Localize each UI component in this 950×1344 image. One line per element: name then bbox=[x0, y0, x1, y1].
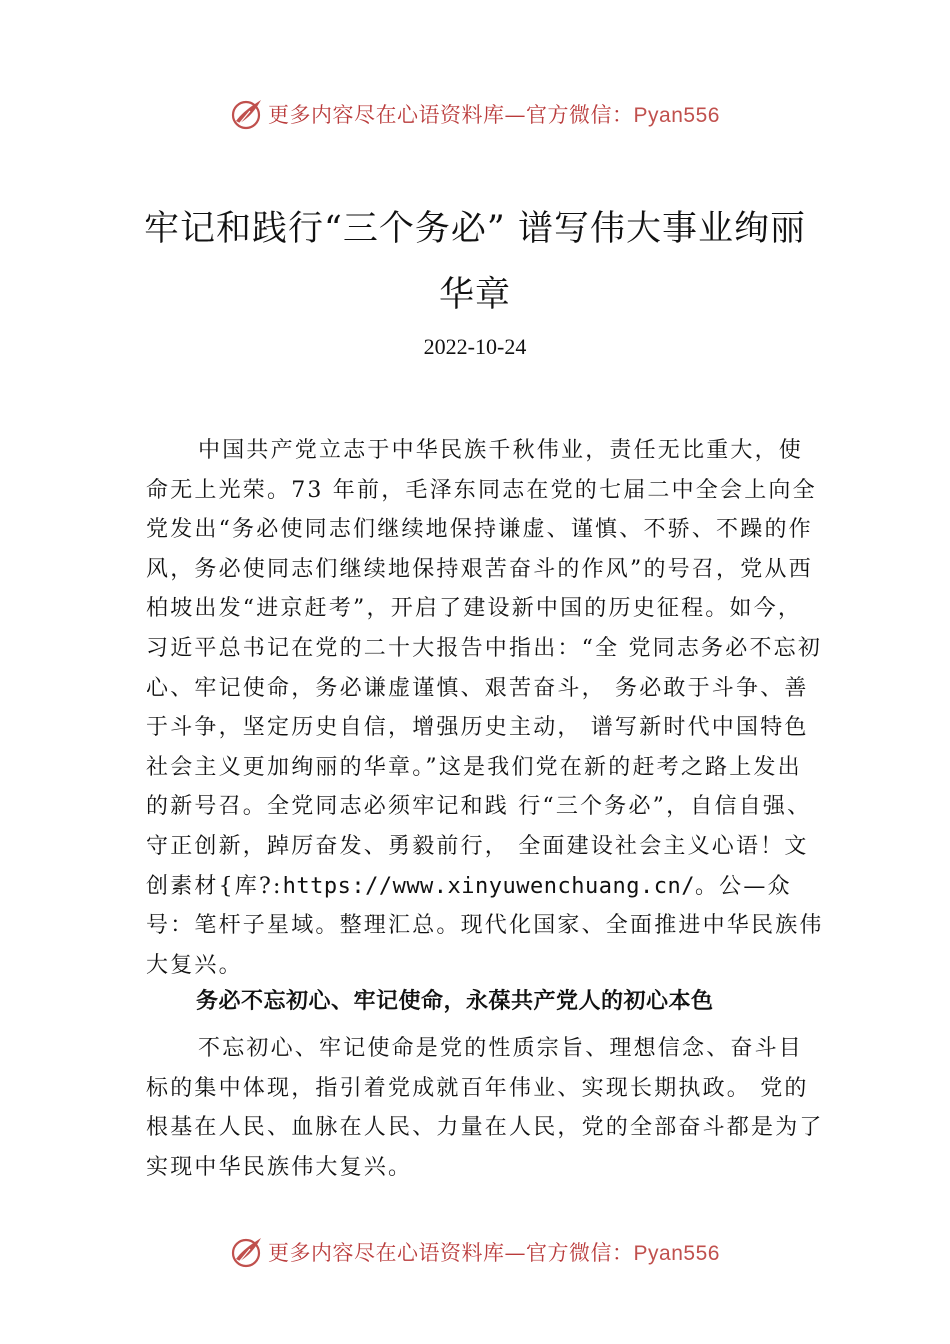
document-title: 牢记和践行“三个务必” 谱写伟大事业绚丽华章 bbox=[144, 209, 806, 315]
paragraph-intro-part2: 。公—众号：笔杆子星域。整理汇总。现代化国家、全面推进中华民族伟大复兴。 bbox=[146, 873, 824, 978]
watermark-dash: — bbox=[504, 103, 527, 127]
watermark-wechat-label: 官方微信： bbox=[526, 103, 634, 127]
section-heading: 务必不忘初心、牢记使命，永葆共产党人的初心本色 bbox=[196, 989, 714, 1014]
paragraph-intro-url: https://www.xinyuwenchuang.cn/ bbox=[282, 873, 695, 899]
watermark-site: 更多内容尽在心语资料库 bbox=[268, 103, 505, 127]
watermark-dash: — bbox=[504, 1241, 527, 1265]
top-watermark-banner bbox=[0, 94, 950, 134]
watermark-account: Pyan556 bbox=[633, 1242, 720, 1265]
paragraph-intro-part1: 中国共产党立志于中华民族千秋伟业，责任无比重大，使命无上光荣。73 年前，毛泽东同志在党的七届二中全会上向全党发出“务必使同志们继续地保持谦虚、谨慎、不骄、不躁的作风，务必使同志们继续地保持艰苦奋斗的作风”的号召，党从西柏坡出发“进京赶考”，开启了建设新中国的历史征程。如今，习近平总书记在党的二十大报告中指出：“全 党同志务必不忘初心、牢记使命，务必谦虚谨慎、艰苦奋斗， 务必敢于斗争、善于斗争，坚定历史自信，增强历史主动， 谱写新时代中国特色社会主义更加绚丽的华章。”这是我们党在新的赶考之路上发出的新号召。全党同志必须牢记和践 行“三个务必”，自信自强、守正创新，踔厉奋发、勇毅前行， 全面建设社会主义心语！文创素材{库?: bbox=[146, 438, 823, 899]
quill-logo-icon bbox=[230, 1235, 264, 1269]
bottom-watermark-banner bbox=[0, 1232, 950, 1272]
watermark-account: Pyan556 bbox=[633, 104, 720, 127]
watermark-text bbox=[268, 1237, 720, 1267]
quill-logo-icon bbox=[230, 97, 264, 131]
paragraph-intro bbox=[146, 431, 826, 985]
watermark-wechat-label: 官方微信： bbox=[526, 1241, 634, 1265]
paragraph-section-1: 不忘初心、牢记使命是党的性质宗旨、理想信念、奋斗目标的集中体现，指引着党成就百年伟业、实现长期执政。 党的根基在人民、血脉在人民、力量在人民，党的全部奋斗都是为了实现中华民族伟大复兴。 bbox=[146, 1036, 824, 1180]
watermark-text bbox=[268, 99, 720, 129]
watermark-site: 更多内容尽在心语资料库 bbox=[268, 1241, 505, 1265]
document-date: 2022-10-24 bbox=[423, 334, 527, 359]
